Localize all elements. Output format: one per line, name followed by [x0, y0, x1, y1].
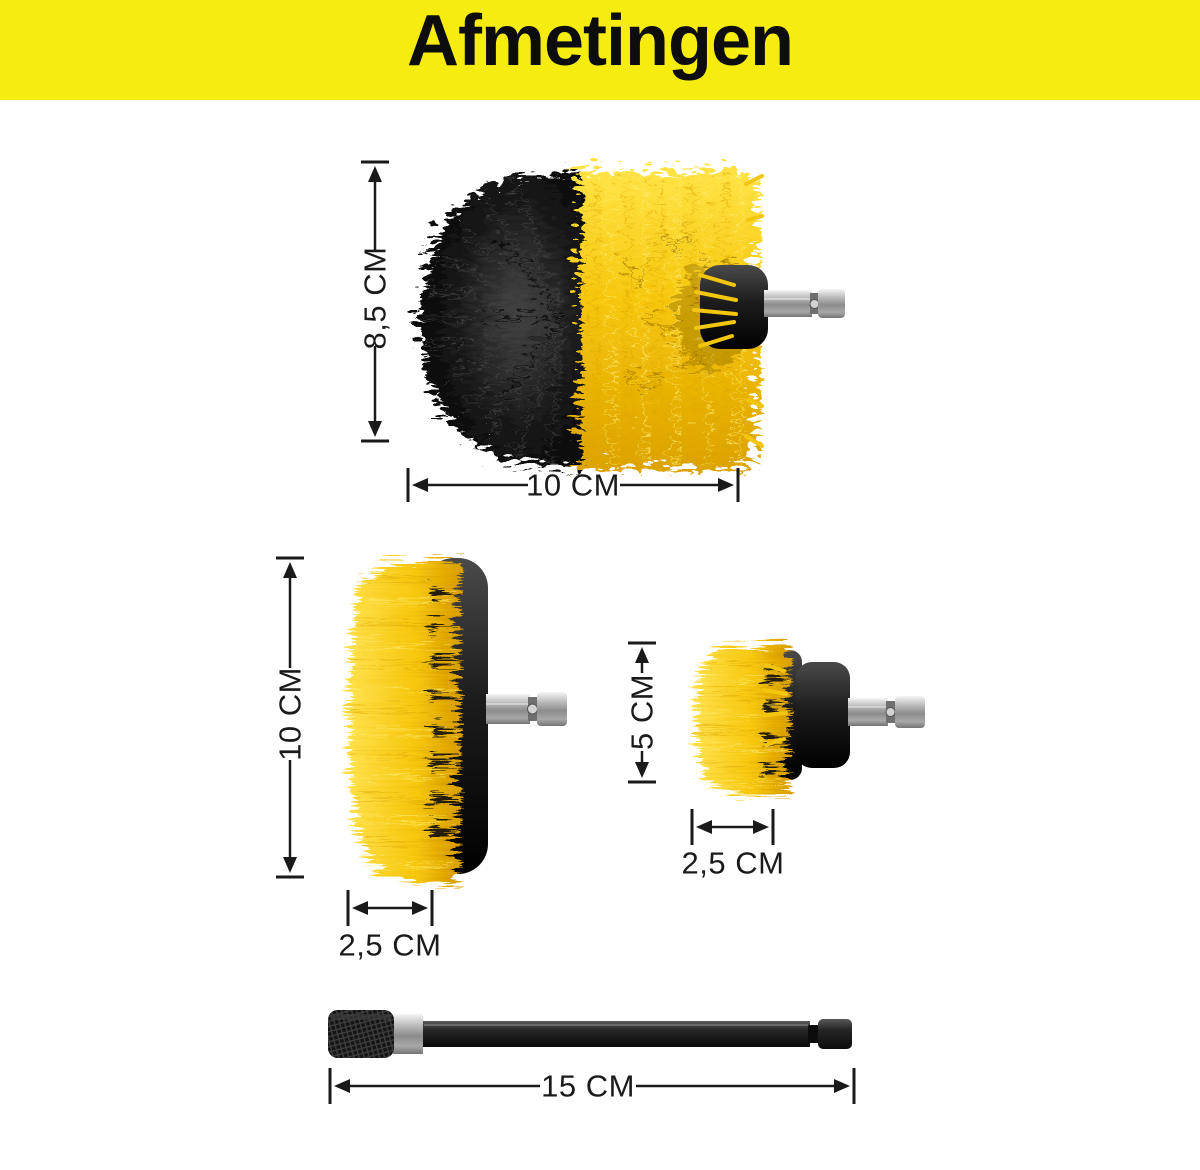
round-brush-height-label: 8,5 CM	[357, 246, 393, 350]
round-brush-figure	[409, 162, 845, 460]
page-title: Afmetingen	[407, 1, 793, 81]
extension-rod-knurled-cap	[328, 1010, 394, 1058]
extension-rod-hex-tip	[818, 1019, 852, 1049]
small-brush-width-dimension	[682, 809, 785, 881]
dimensions-diagram	[0, 100, 1200, 1170]
flat-brush-width-label: 2,5 CM	[338, 927, 442, 963]
flat-brush-height-label: 10 CM	[272, 667, 308, 761]
round-brush-height-dimension	[358, 162, 393, 441]
extension-rod-length-dimension	[330, 1068, 854, 1104]
extension-rod-collar	[393, 1014, 423, 1054]
flat-brush-bristles	[342, 552, 452, 878]
flat-brush-shank	[486, 692, 567, 726]
small-brush-height-dimension	[625, 643, 660, 782]
round-brush-shank	[764, 289, 845, 318]
extension-rod-figure	[328, 1010, 852, 1058]
small-brush-figure	[690, 638, 925, 790]
flat-brush-height-dimension	[273, 558, 308, 877]
small-brush-shank	[848, 696, 925, 728]
flat-brush-figure	[342, 552, 567, 878]
extension-rod-length-label: 15 CM	[541, 1068, 635, 1104]
flat-brush-width-dimension	[339, 890, 442, 963]
diagram-area	[0, 100, 1200, 1170]
small-brush-body	[796, 662, 850, 768]
round-brush-width-label: 10 CM	[526, 467, 620, 503]
round-brush-black-bristles	[409, 162, 570, 460]
header-banner	[0, 0, 1200, 100]
extension-rod-groove	[808, 1025, 818, 1043]
small-brush-height-label: 5 CM	[624, 673, 660, 751]
round-brush-width-dimension	[408, 468, 738, 503]
small-brush-width-label: 2,5 CM	[681, 845, 785, 881]
